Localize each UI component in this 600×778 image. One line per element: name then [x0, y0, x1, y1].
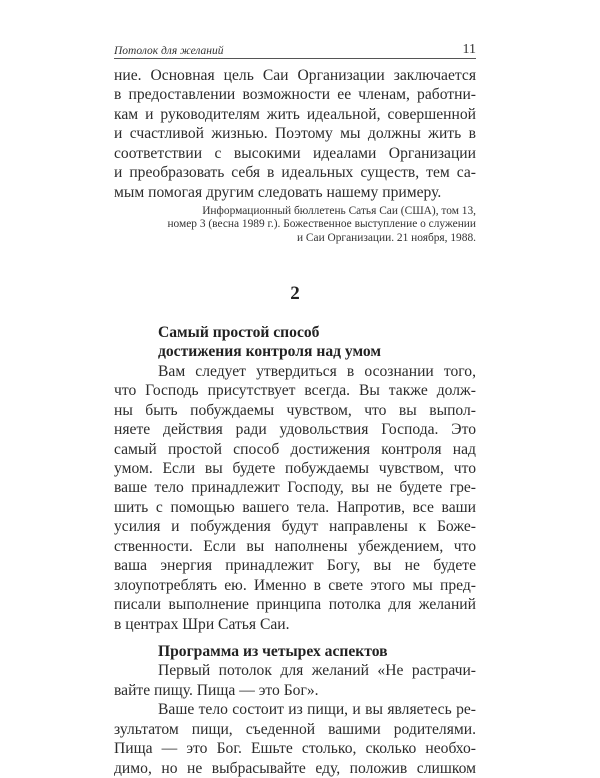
- citation: [114, 205, 476, 245]
- text-line: соответствии с высокими идеалами Организации: [114, 144, 476, 162]
- text-line: димо, но не выбрасывайте еду, положив слишком: [114, 759, 476, 777]
- section-paragraph: [114, 700, 476, 778]
- section-paragraph: [114, 362, 476, 634]
- page-number: 11: [462, 42, 476, 57]
- text-line: ваша энергия принадлежит Богу, вы не будете: [114, 557, 476, 575]
- citation-line: и Саи Организации. 21 ноября, 1988.: [296, 231, 476, 244]
- text-line: няете действия ради удовольствия Господа. Это: [114, 421, 476, 439]
- citation-line: номер 3 (весна 1989 г.). Божественное выступление о служении: [167, 218, 476, 231]
- text-line: ние. Основная цель Саи Организации заключается: [114, 67, 476, 84]
- text-line: ственности. Если вы наполнены убеждением, что: [114, 537, 476, 555]
- text-line: в центрах Шри Сатья Саи.: [114, 615, 290, 633]
- text-line: зультатом пищи, съеденной вашими родителями.: [114, 720, 476, 738]
- text-line: Первый потолок для желаний «Не растрачи-: [158, 662, 476, 680]
- section-paragraph: [114, 661, 476, 700]
- chapter-number: 2: [290, 282, 300, 304]
- text-line: кам и руководителям жить идеальной, совершенной: [114, 105, 476, 123]
- text-line: Пища — это Бог. Ешьте столько, сколько необхо-: [114, 740, 476, 758]
- text-line: злоупотреблять ею. Именно в свете этого мы пред-: [114, 576, 476, 594]
- running-head: [114, 38, 476, 59]
- text-line: шить с помощью вашего тела. Напротив, все ваши: [114, 498, 476, 516]
- text-line: Вам следует утвердиться в осознании того,: [158, 362, 476, 380]
- text-line: усилия и побуждения будут направлены к Боже-: [114, 518, 476, 536]
- text-line: и счастливой жизнью. Поэтому мы должны жить в: [114, 125, 476, 143]
- text-line: что Господь присутствует всегда. Вы также долж-: [114, 382, 476, 400]
- text-line: Ваше тело состоит из пищи, и вы являетесь ре-: [158, 701, 476, 719]
- intro-paragraph: [114, 66, 476, 202]
- text-line: самый простой способ достижения контроля над: [114, 440, 476, 458]
- citation-line: Информационный бюллетень Сатья Саи (США), том 13,: [202, 205, 476, 218]
- text-line: ваше тело принадлежит Господу, вы не будете гре-: [114, 479, 476, 497]
- section-heading-line: достижения контроля над умом: [158, 343, 382, 361]
- text-line: и преобразовать себя в идеальных существ, тем са-: [114, 164, 476, 182]
- book-page: [114, 38, 476, 778]
- text-line: в предоставлении возможности ее членам, работни-: [114, 86, 476, 104]
- text-line: вайте пищу. Пища — это Бог».: [114, 681, 319, 699]
- text-line: писали выполнение принципа потолка для желаний: [114, 596, 476, 614]
- section-heading-line: Самый простой способ: [158, 323, 320, 341]
- running-title: Потолок для желаний: [114, 45, 224, 57]
- section-heading: [114, 323, 476, 362]
- text-line: мым помогая другим следовать нашему примеру.: [114, 183, 442, 201]
- text-line: ны быть побуждаемы чувством, что вы выпол-: [114, 401, 476, 419]
- section-heading: Программа из четырех аспектов: [158, 643, 388, 661]
- text-line: умом. Если вы будете побуждаемы чувством, что: [114, 459, 476, 477]
